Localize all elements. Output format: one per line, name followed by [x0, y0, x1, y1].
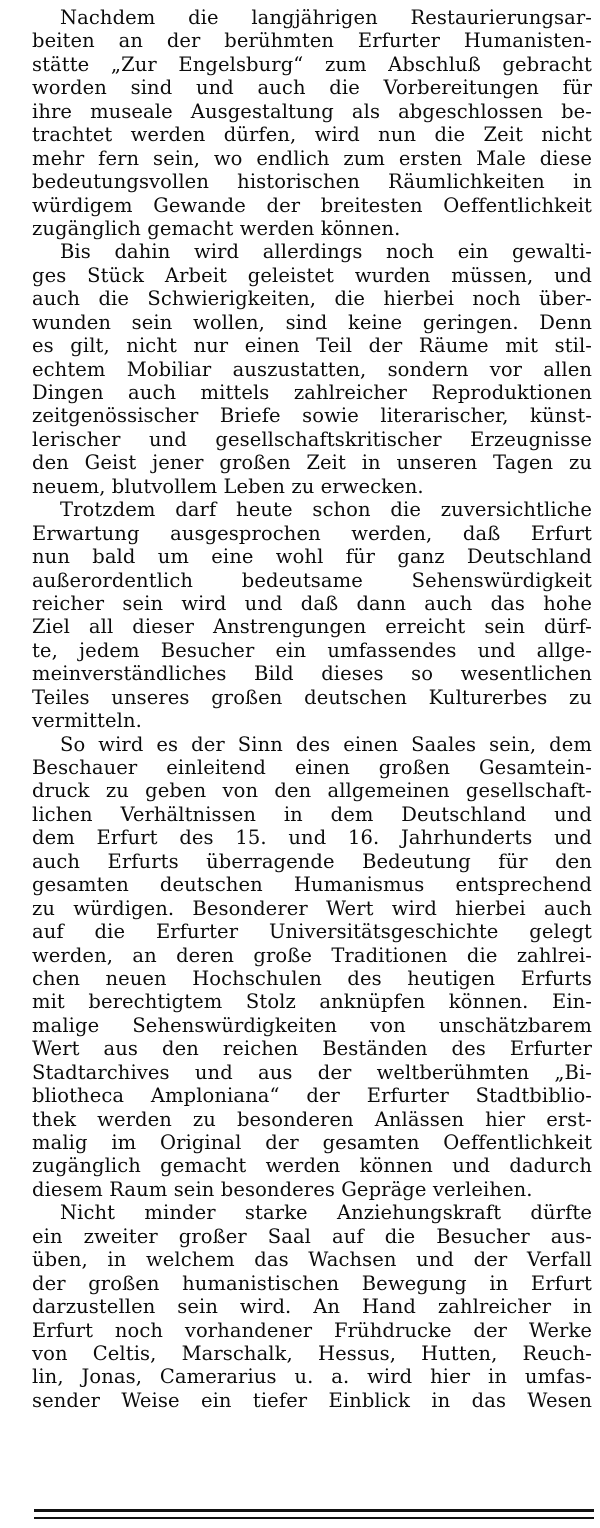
- text-line: auf die Erfurter Universitätsgeschichte gelegt: [32, 920, 592, 944]
- text-line: lichen Verhältnissen in dem Deutschland und: [32, 802, 592, 826]
- text-line: chen neuen Hochschulen des heutigen Erfurts: [32, 966, 592, 990]
- text-line: außerordentlich bedeutsame Sehenswürdigkeit: [32, 568, 592, 592]
- text-line: Nachdem die langjährigen Restaurierungsar-: [60, 6, 592, 29]
- text-line: zugänglich gemacht werden können.: [32, 216, 401, 240]
- text-line: neuem, blutvollem Leben zu erwecken.: [32, 474, 424, 498]
- text-line: würdigem Gewande der breitesten Oeffentlichkeit: [32, 193, 592, 217]
- column-end-rule-thin: [34, 1517, 594, 1519]
- text-line: malig im Original der gesamten Oeffentlichkeit: [32, 1131, 592, 1154]
- text-line: es gilt, nicht nur einen Teil der Räume mit stil-: [32, 334, 592, 358]
- text-line: diesem Raum sein besonderes Gepräge verleihen.: [32, 1177, 533, 1201]
- text-line: Erwartung ausgesprochen werden, daß Erfurt: [32, 521, 592, 545]
- text-line: der großen humanistischen Bewegung in Erfurt: [32, 1271, 592, 1295]
- text-line: sender Weise ein tiefer Einblick in das Wesen: [32, 1388, 592, 1412]
- text-line: echtem Mobiliar auszustatten, sondern vor allen: [32, 357, 592, 381]
- text-line: bedeutungsvollen historischen Räumlichkeiten in: [32, 170, 592, 194]
- text-line: Nicht minder starke Anziehungskraft dürfte: [60, 1201, 592, 1225]
- text-line: Bis dahin wird allerdings noch ein gewalti-: [60, 240, 592, 264]
- text-line: worden sind und auch die Vorbereitungen für: [32, 76, 592, 100]
- text-line: zu würdigen. Besonderer Wert wird hierbei auch: [32, 896, 592, 920]
- text-line: den Geist jener großen Zeit in unseren Tagen zu: [32, 451, 592, 475]
- text-line: lin, Jonas, Camerarius u. a. wird hier in umfas-: [32, 1365, 592, 1389]
- text-line: vermitteln.: [32, 709, 142, 733]
- text-line: So wird es der Sinn des einen Saales sein, dem: [60, 732, 592, 756]
- text-line: Beschauer einleitend einen großen Gesamtein-: [32, 756, 592, 779]
- text-line: thek werden zu besonderen Anlässen hier erst-: [32, 1107, 592, 1131]
- text-line: ges Stück Arbeit geleistet wurden müssen, und: [32, 263, 592, 287]
- text-line: wunden sein wollen, sind keine geringen. Denn: [32, 310, 592, 334]
- text-line: mit berechtigtem Stolz anknüpfen können. Ein-: [32, 990, 592, 1014]
- article-column: [32, 6, 592, 1412]
- text-line: Trotzdem darf heute schon die zuversichtliche: [60, 498, 592, 522]
- text-line: trachtet werden dürfen, wird nun die Zeit nicht: [32, 123, 592, 147]
- text-line: ein zweiter großer Saal auf die Besucher aus-: [32, 1224, 592, 1248]
- text-line: zugänglich gemacht werden können und dadurch: [32, 1154, 592, 1178]
- text-line: druck zu geben von den allgemeinen gesellschaft-: [32, 779, 592, 803]
- text-line: Teiles unseres großen deutschen Kulturerbes zu: [32, 685, 592, 709]
- paragraph-3: [32, 498, 592, 732]
- text-line: meinverständliches Bild dieses so wesentlichen: [32, 662, 592, 686]
- text-line: stätte „Zur Engelsburg“ zum Abschluß gebracht: [32, 52, 592, 76]
- paragraph-5: [32, 1201, 592, 1412]
- text-line: werden, an deren große Traditionen die zahlrei-: [32, 943, 592, 967]
- text-line: malige Sehenswürdigkeiten von unschätzbarem: [32, 1013, 592, 1037]
- text-line: beiten an der berühmten Erfurter Humanisten-: [32, 29, 592, 53]
- text-line: von Celtis, Marschalk, Hessus, Hutten, Reuch-: [32, 1341, 592, 1365]
- text-line: Dingen auch mittels zahlreicher Reproduktionen: [32, 381, 592, 404]
- text-line: lerischer und gesellschaftskritischer Erzeugnisse: [32, 427, 592, 451]
- paragraph-1: [32, 6, 592, 240]
- paragraph-4: [32, 733, 592, 1202]
- text-line: bliotheca Amploniana“ der Erfurter Stadtbiblio-: [32, 1084, 592, 1108]
- text-line: Wert aus den reichen Beständen des Erfurter: [32, 1037, 592, 1061]
- text-line: nun bald um eine wohl für ganz Deutschland: [32, 545, 592, 569]
- text-line: te, jedem Besucher ein umfassendes und allge-: [32, 638, 592, 662]
- text-line: auch die Schwierigkeiten, die hierbei noch über-: [32, 287, 592, 311]
- text-line: Stadtarchives und aus der weltberühmten „Bi-: [32, 1060, 592, 1084]
- text-line: Ziel all dieser Anstrengungen erreicht sein dürf-: [32, 615, 592, 639]
- text-line: üben, in welchem das Wachsen und der Verfall: [32, 1248, 592, 1272]
- text-line: zeitgenössischer Briefe sowie literarischer, künst-: [32, 404, 592, 428]
- column-end-rule: [34, 1509, 594, 1512]
- text-line: ihre museale Ausgestaltung als abgeschlossen be-: [32, 99, 592, 123]
- text-line: auch Erfurts überragende Bedeutung für den: [32, 849, 592, 873]
- text-line: reicher sein wird und daß dann auch das hohe: [32, 591, 592, 615]
- text-line: mehr fern sein, wo endlich zum ersten Male diese: [32, 146, 592, 170]
- text-line: Erfurt noch vorhandener Frühdrucke der Werke: [32, 1318, 592, 1342]
- text-line: darzustellen sein wird. An Hand zahlreicher in: [32, 1295, 592, 1319]
- text-line: dem Erfurt des 15. und 16. Jahrhunderts und: [32, 826, 592, 850]
- paragraph-2: [32, 240, 592, 498]
- text-line: gesamten deutschen Humanismus entsprechend: [32, 873, 592, 897]
